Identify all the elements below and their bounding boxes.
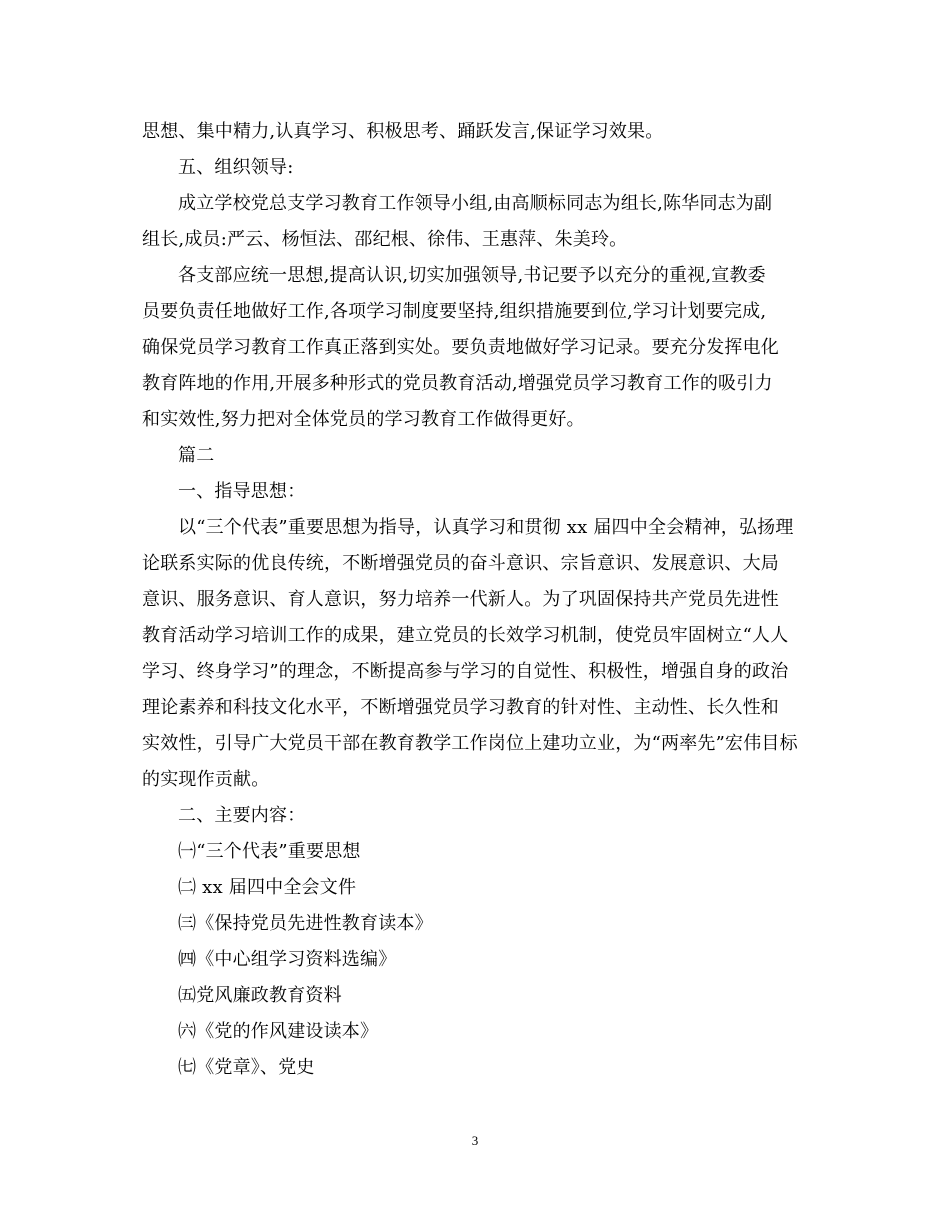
- page-number: 3: [471, 1133, 479, 1148]
- text-line: 教育活动学习培训工作的成果，建立党员的长效学习机制，使党员牢固树立“人人: [142, 625, 789, 646]
- text-line: ㈣《中心组学习资料选编》: [178, 949, 397, 970]
- text-line: 一、指导思想：: [178, 481, 306, 502]
- text-line: 意识、服务意识、育人意识，努力培养一代新人。为了巩固保持共产党员先进性: [142, 589, 779, 610]
- text-line: 组长,成员:严云、杨恒法、邵纪根、徐伟、王惠萍、朱美玲。: [142, 229, 628, 250]
- text-line: 理论素养和科技文化水平，不断增强党员学习教育的针对性、主动性、长久性和: [142, 697, 779, 718]
- text-line: ㈤党风廉政教育资料: [178, 985, 342, 1006]
- text-line: ㈡ xx 届四中全会文件: [178, 877, 357, 898]
- text-line: 成立学校党总支学习教育工作领导小组,由高顺标同志为组长,陈华同志为副: [178, 193, 773, 214]
- text-line: 教育阵地的作用,开展多种形式的党员教育活动,增强党员学习教育工作的吸引力: [142, 373, 773, 394]
- document-body: [142, 114, 814, 1086]
- text-line: 的实现作贡献。: [142, 769, 270, 790]
- text-line: 学习、终身学习”的理念，不断提高参与学习的自觉性、积极性，增强自身的政治: [142, 661, 789, 682]
- text-line: 五、组织领导:: [178, 157, 294, 178]
- text-line: ㈠“三个代表”重要思想: [178, 841, 361, 862]
- text-line: 实效性，引导广大党员干部在教育教学工作岗位上建功立业，为“两率先”宏伟目标: [142, 733, 798, 754]
- text-line: 思想、集中精力,认真学习、积极思考、踊跃发言,保证学习效果。: [142, 121, 664, 142]
- text-line: ㈥《党的作风建设读本》: [178, 1021, 379, 1042]
- text-line: 以“三个代表”重要思想为指导，认真学习和贯彻 xx 届四中全会精神，弘扬理: [178, 517, 794, 538]
- text-line: 员要负责任地做好工作,各项学习制度要坚持,组织措施要到位,学习计划要完成,: [142, 301, 767, 322]
- text-line: 和实效性,努力把对全体党员的学习教育工作做得更好。: [142, 409, 585, 430]
- text-line: 论联系实际的优良传统，不断增强党员的奋斗意识、宗旨意识、发展意识、大局: [142, 553, 779, 574]
- text-line: 确保党员学习教育工作真正落到实处。要负责地做好学习记录。要充分发挥电化: [142, 337, 779, 358]
- text-line: 篇二: [178, 445, 215, 466]
- text-line: 二、主要内容：: [178, 805, 306, 826]
- text-line: 各支部应统一思想,提高认识,切实加强领导,书记要予以充分的重视,宣教委: [178, 265, 766, 286]
- text-line: ㈢《保持党员先进性教育读本》: [178, 913, 433, 934]
- text-line: ㈦《党章》、党史: [178, 1057, 315, 1078]
